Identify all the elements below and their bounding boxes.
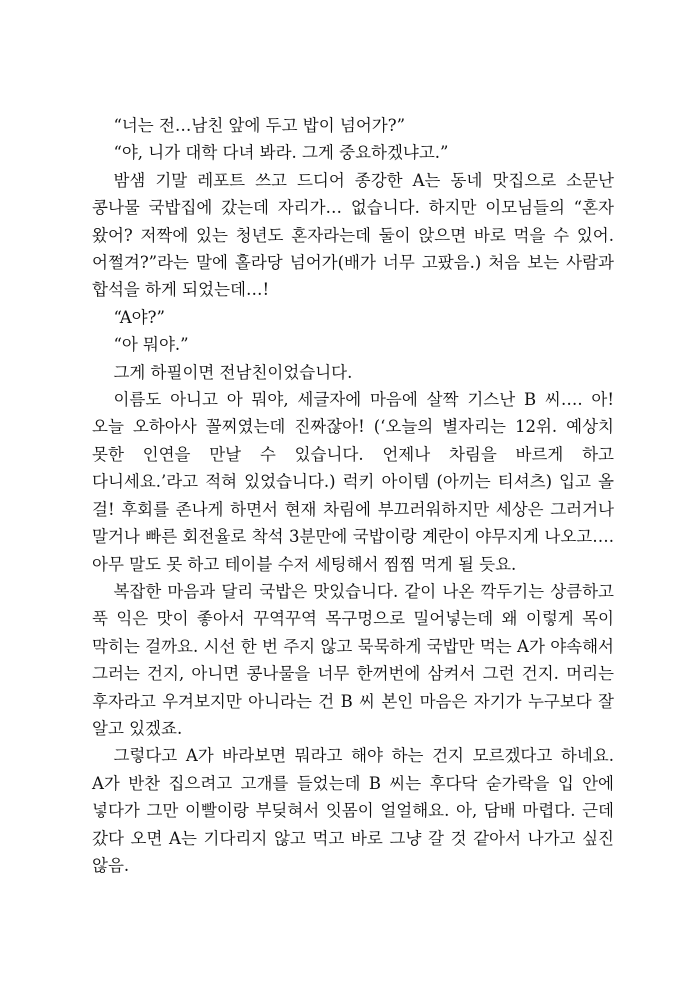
paragraph-4: “A야?”: [113, 307, 165, 327]
paragraph-1: “너는 전…남친 앞에 두고 밥이 넘어가?”: [113, 116, 406, 135]
paragraph-9: 그렇다고 A가 바라보면 뭐라고 해야 하는 건지 모르겠다고 하네요. A가 반찬 집으려고 고개를 들었는데 B 씨는 후다닥 숟가락을 입 안에 넣다가 그만 이빨이랑 부딪혀서 잇몸이 얼얼해요. 아, 담배 마렵다. 근데 갔다 오면 A는 기다리지 않고 먹고 바로 그냥 갈 것 같아서 나가고 싶진 않음.: [92, 746, 614, 875]
paragraph-7: 이름도 아니고 아 뭐야, 세글자에 마음에 살짝 기스난 B 씨…. 아! 오늘 오하아사 꼴찌였는데 진짜잖아! (‘오늘의 별자리는 12위. 예상치 못한 인연을 만날 수 있습니다. 언제나 차림을 바르게 하고 다니세요.’라고 적혀 있었습니다.) 럭키 아이템 (아끼는 티셔츠) 입고 올 걸! 후회를 존나게 하면서 현재 차림에 부끄러워하지만 세상은 그러거나 말거나 빠른 회전율로 착석 3분만에 국밥이랑 계란이 야무지게 나오고…. 아무 말도 못 하고 테이블 수저 세팅해서 찜찜 먹게 될 듯요.: [92, 390, 614, 574]
paragraph-5: “아 뭐야.”: [113, 335, 189, 355]
paragraph-2: “야, 니가 대학 다녀 봐라. 그게 중요하겠냐고.”: [113, 143, 449, 163]
paragraph-8: 복잡한 마음과 달리 국밥은 맛있습니다. 같이 나온 깍두기는 상큼하고 푹 익은 맛이 좋아서 꾸역꾸역 목구멍으로 밀어넣는데 왜 이렇게 목이 막히는 걸까요. 시선 한 번 주지 않고 묵묵하게 국밥만 먹는 A가 야속해서 그러는 건지, 아니면 콩나물을 너무 한꺼번에 삼켜서 그런 건지. 머리는 후자라고 우겨보지만 아니라는 건 B 씨 본인 마음은 자기가 누구보다 잘 알고 있겠죠.: [92, 581, 614, 738]
paragraph-6: 그게 하필이면 전남친이었습니다.: [113, 362, 353, 382]
document-body: [92, 112, 614, 879]
paragraph-3: 밤샘 기말 레포트 쓰고 드디어 종강한 A는 동네 맛집으로 소문난 콩나물 국밥집에 갔는데 자리가… 없습니다. 하지만 이모님들의 “혼자 왔어? 저짝에 있는 청년도 혼자라는데 둘이 앉으면 바로 먹을 수 있어. 어쩔겨?”라는 말에 홀라당 넘어가(배가 너무 고팠음.) 처음 보는 사람과 합석을 하게 되었는데…!: [92, 170, 614, 300]
